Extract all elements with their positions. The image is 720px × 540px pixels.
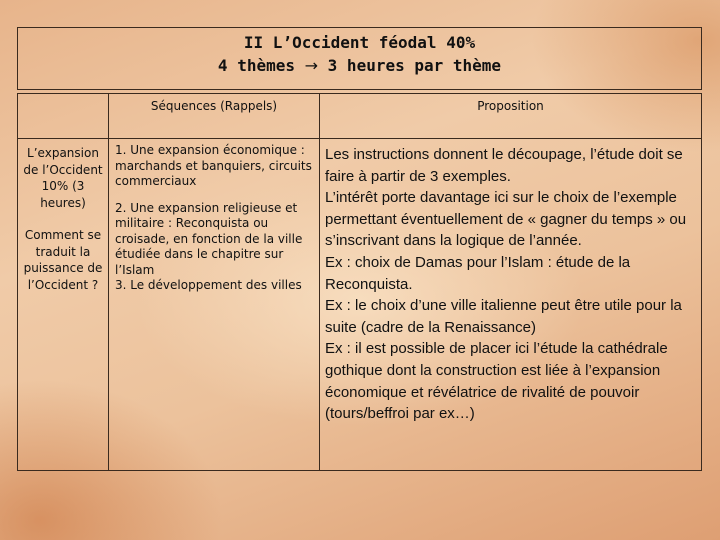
header-proposition: Proposition [320, 94, 702, 139]
theme-question: Comment se traduit la puissance de l’Occident ? [23, 228, 103, 292]
subtitle-part-themes: 4 thèmes [217, 56, 305, 75]
proposition-paragraph-4: Ex : le choix d’une ville italienne peut être utile pour la suite (cadre de la Renaissance) [325, 297, 682, 336]
table-row [18, 139, 702, 471]
arrow-right-icon: → [304, 56, 319, 75]
subtitle-part-hours: 3 heures par thème [318, 56, 502, 75]
sequence-item-1: 1. Une expansion économique : marchands et banquiers, circuits commerciaux [115, 143, 312, 188]
header-sequences: Séquences (Rappels) [109, 94, 320, 139]
header-row [18, 94, 702, 139]
proposition-paragraph-2: L’intérêt porte davantage ici sur le choix de l’exemple permettant éventuellement de « gagner du temps » ou s’inscrivant dans la logique de l’année. [325, 189, 687, 250]
sequence-item-2: 2. Une expansion religieuse et militaire : Reconquista ou croisade, en fonction de la ville étudiée dans le chapitre sur l’Islam [115, 200, 303, 277]
sequences-cell [109, 139, 320, 471]
slide-subtitle [18, 56, 701, 75]
proposition-paragraph-1: Les instructions donnent le découpage, l’étude doit se faire à partir de 3 exemples. [325, 146, 683, 185]
proposition-paragraph-3: Ex : choix de Damas pour l’Islam : étude de la Reconquista. [325, 253, 631, 293]
title-box [17, 27, 702, 90]
proposition-paragraph-5: Ex : il est possible de placer ici l’étude la cathédrale gothique dont la construction est liée à l’expansion économique et révélatrice de rivalité de pouvoir (tours/beffroi par ex…) [325, 340, 668, 423]
content-table [17, 93, 702, 471]
sequence-item-3: 3. Le développement des villes [115, 278, 302, 292]
proposition-cell [320, 139, 702, 471]
theme-label: L’expansion de l’Occident 10% (3 heures) [23, 146, 103, 210]
slide-title: II L’Occident féodal 40% [243, 33, 476, 52]
theme-cell [18, 139, 109, 471]
header-empty [18, 94, 109, 139]
